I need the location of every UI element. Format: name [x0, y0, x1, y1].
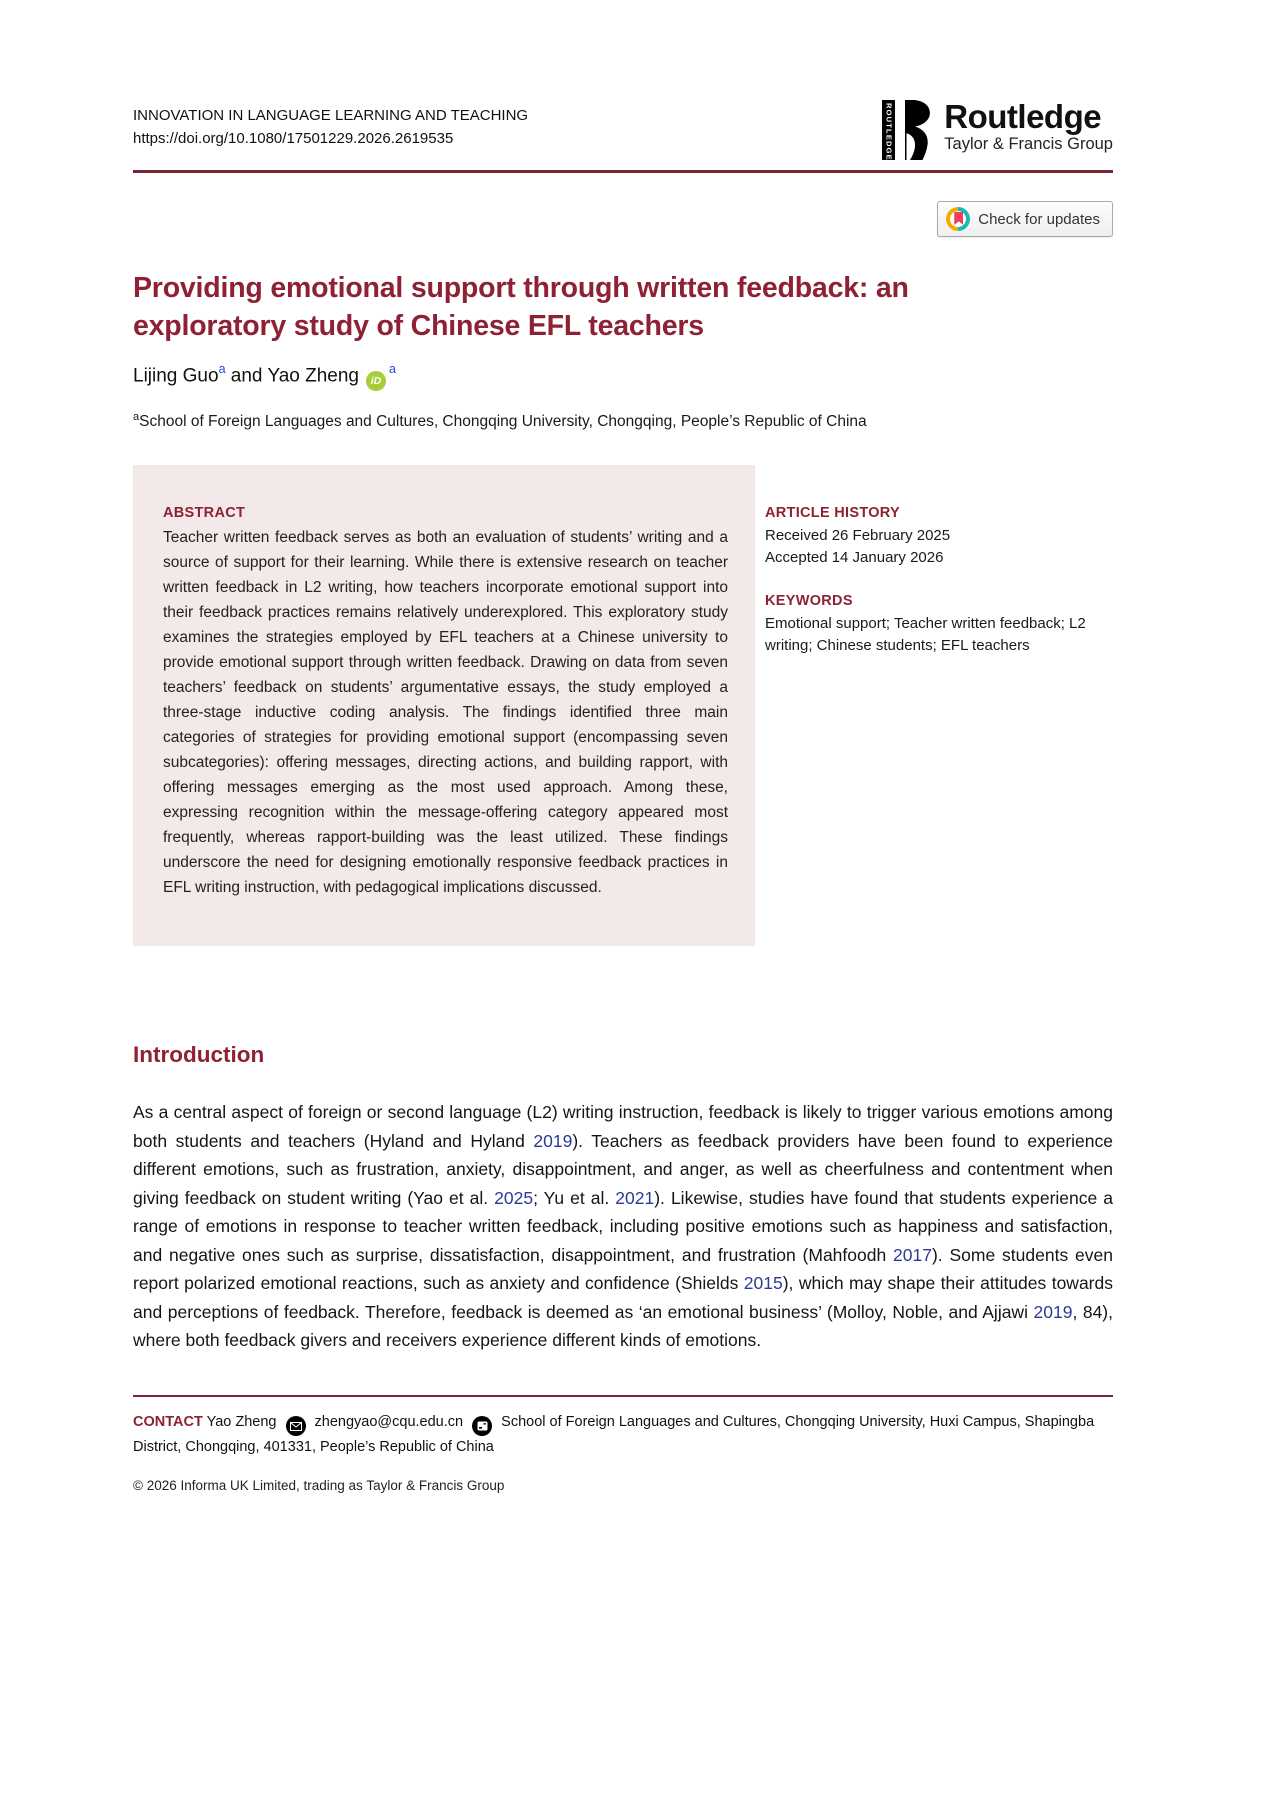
- copyright-line: © 2026 Informa UK Limited, trading as Taylor & Francis Group: [133, 1478, 505, 1494]
- article-title: Providing emotional support through written feedback: an exploratory study of Chinese EFL teachers: [133, 272, 909, 342]
- received-date: Received 26 February 2025: [765, 527, 951, 545]
- author-name-2: Yao Zheng: [267, 365, 359, 387]
- authors-and: and: [230, 365, 263, 387]
- abstract-text: Teacher written feedback serves as both an evaluation of students’ writing and a source of support for their learning. While there is extensive research on teacher written feedback in L2 writing, how teachers incorporate emotional support into their feedback practices remains relatively underexplored. This exploratory study examines the strategies employed by EFL teachers at a Chinese university to provide emotional support through written feedback. Drawing on data from seven teachers’ feedback on students’ argumentative essays, the study employed a three-stage inductive coding analysis. The findings identified three main categories of strategies for providing emotional support (encompassing seven subcategories): offering messages, directing actions, and building rapport, with offering messages emerging as the most used approach. Among these, expressing recognition within the message-offering category appeared most frequently, whereas rapport-building was the least utilized. These findings underscore the need for designing emotionally responsive feedback practices in EFL writing instruction, with pedagogical implications discussed.: [163, 529, 728, 897]
- citation-link[interactable]: 2019: [1033, 1301, 1073, 1322]
- intro-text: ), which may shape their attitudes towards and perceptions of feedback. Therefore, feedback is deemed as ‘an emotional business’ (Molloy, Noble, and Ajjawi: [133, 1273, 1113, 1322]
- author-name-1: Lijing Guo: [133, 365, 219, 387]
- check-for-updates-label: Check for updates: [978, 210, 1100, 228]
- intro-text: As a central aspect of foreign or second language (L2) writing instruction, feedback is likely to trigger various emotions among both students and teachers (Hyland and Hyland: [133, 1102, 1113, 1151]
- publisher-name: Routledge: [944, 98, 1102, 135]
- intro-text: ). Teachers as feedback providers have been found to experience different emotions, such as frustration, anxiety, disappointment, and anger, as well as cheerfulness and contentment when giving feedback on student writing (Yao et al.: [133, 1130, 1114, 1208]
- contact-block: [133, 1411, 1113, 1459]
- footer-rule: [133, 1395, 1113, 1397]
- abstract-box: [133, 465, 755, 946]
- contact-email[interactable]: zhengyao@cqu.edu.cn: [314, 1413, 464, 1430]
- intro-text: ). Some students even report polarized emotional reactions, such as anxiety and confidence (Shields: [133, 1244, 1113, 1294]
- author-1-affiliation-sup[interactable]: a: [218, 362, 226, 376]
- routledge-logo-mark: [902, 100, 934, 160]
- publisher-group: Taylor & Francis Group: [944, 135, 1113, 153]
- keywords-heading: KEYWORDS: [765, 593, 853, 610]
- intro-text: , 84), where both feedback givers and receivers experience different kinds of emotions.: [133, 1301, 1113, 1351]
- address-icon: [472, 1416, 492, 1436]
- contact-name: Yao Zheng: [206, 1413, 277, 1430]
- citation-link[interactable]: 2021: [615, 1187, 655, 1208]
- author-list: [133, 363, 1113, 391]
- routledge-logo: [882, 100, 1113, 160]
- article-info-column: [765, 465, 1113, 946]
- contact-label: CONTACT: [133, 1413, 203, 1430]
- affiliation: [133, 411, 1113, 431]
- email-icon: [286, 1416, 306, 1436]
- author-2-affiliation-sup[interactable]: a: [389, 362, 396, 376]
- affiliation-text: School of Foreign Languages and Cultures, Chongqing University, Chongqing, People’s Republic of China: [139, 413, 867, 431]
- accepted-date: Accepted 14 January 2026: [765, 549, 944, 567]
- introduction-heading: Introduction: [133, 1042, 265, 1068]
- check-for-updates-button[interactable]: [937, 201, 1113, 237]
- keywords-list: Emotional support; Teacher written feedback; L2 writing; Chinese students; EFL teachers: [765, 615, 1086, 655]
- masthead: [133, 0, 1113, 160]
- orcid-icon[interactable]: iD: [366, 371, 386, 391]
- journal-title: INNOVATION IN LANGUAGE LEARNING AND TEACHING: [133, 107, 529, 124]
- contact-address: School of Foreign Languages and Cultures, Chongqing University, Huxi Campus, Shapingba District, Chongqing, 401331, People’s Republic of China: [133, 1413, 1095, 1456]
- doi-link[interactable]: https://doi.org/10.1080/17501229.2026.2619535: [133, 130, 454, 147]
- crossmark-icon: [946, 207, 970, 231]
- affiliation-sup: a: [133, 411, 140, 424]
- article-history-heading: ARTICLE HISTORY: [765, 505, 901, 522]
- intro-text: ). Likewise, studies have found that students experience a range of emotions in response to teacher written feedback, including positive emotions such as happiness and satisfaction, and negative ones such as surprise, dissatisfaction, disappointment, and frustration (Mahfoodh: [133, 1187, 1114, 1265]
- intro-text: ; Yu et al.: [533, 1187, 616, 1208]
- routledge-vertical-label: ROUTLEDGE: [882, 100, 895, 160]
- publisher-wordmark: [944, 100, 1113, 154]
- journal-meta: [133, 100, 528, 150]
- header-rule: [133, 170, 1113, 173]
- first-page-footer: [133, 1395, 1113, 1494]
- citation-link[interactable]: 2019: [533, 1130, 573, 1151]
- introduction-paragraph: [133, 1098, 1113, 1355]
- citation-link[interactable]: 2015: [743, 1273, 783, 1294]
- abstract-heading: ABSTRACT: [163, 505, 246, 522]
- citation-link[interactable]: 2017: [893, 1244, 932, 1265]
- citation-link[interactable]: 2025: [494, 1187, 534, 1208]
